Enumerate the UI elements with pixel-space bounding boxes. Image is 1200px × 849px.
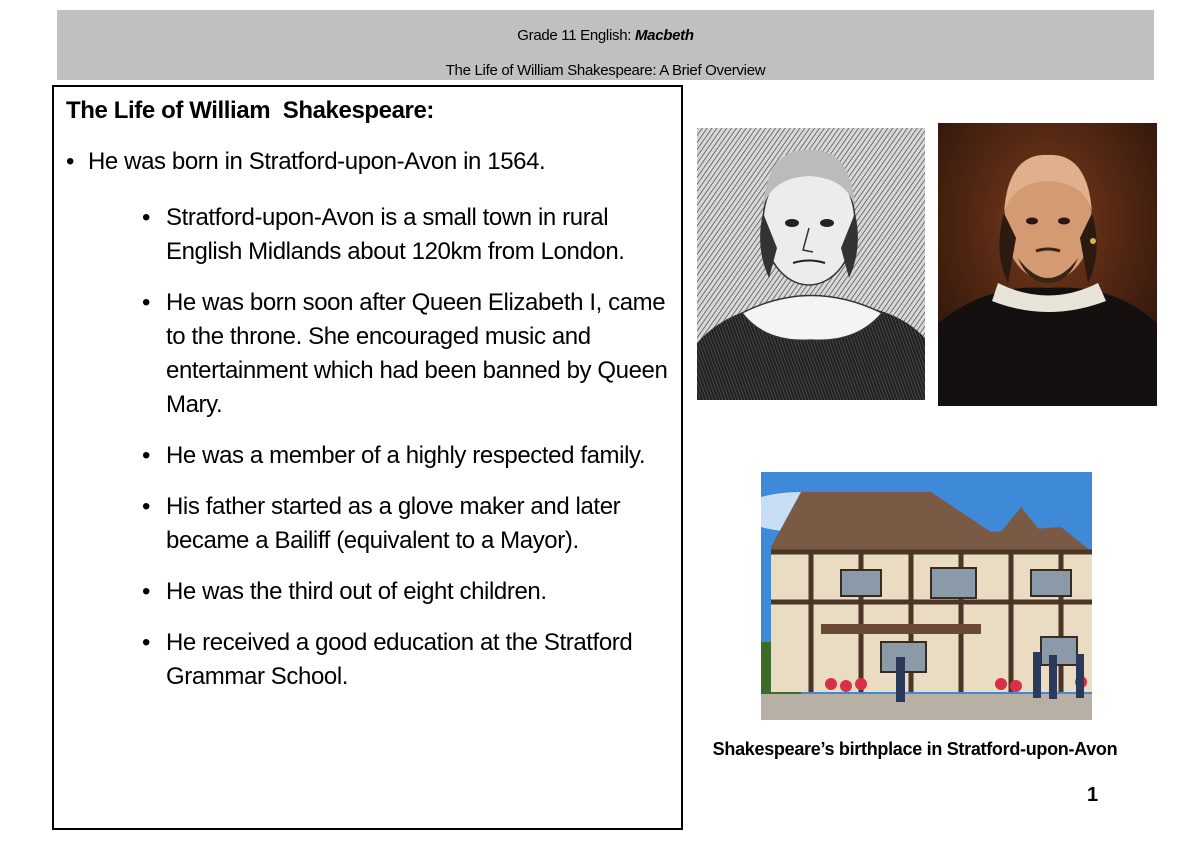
sub-bullet: • Stratford-upon-Avon is a small town in rural English Midlands about 120km from London. [166,201,676,269]
content-heading: The Life of William Shakespeare: [66,97,435,124]
sub-bullet: • His father started as a glove maker and later became a Bailiff (equivalent to a Mayor). [166,490,676,558]
course-title [57,27,1154,44]
content-textbox [52,85,683,830]
bullet-marker: • [66,148,75,175]
sub-bullet-list [166,201,676,711]
engraved-portrait-image [697,128,925,400]
sub-bullet: • He was born soon after Queen Elizabeth I, came to the throne. She encouraged music and entertainment which had been banned by Queen Mary. [166,286,676,422]
main-bullet [66,148,545,176]
image-caption: Shakespeare’s birthplace in Stratford-upon-Avon [712,739,1118,759]
course-prefix: Grade 11 English: [517,27,635,44]
page-number: 1 [1087,784,1099,806]
sub-bullet: • He was a member of a highly respected family. [166,439,676,473]
birthplace-house-image [761,472,1092,720]
slide-header [57,10,1154,80]
slide-subtitle: The Life of William Shakespeare: A Brief Overview [445,62,766,79]
sub-bullet: • He was the third out of eight children. [166,575,676,609]
painted-portrait-image [938,123,1157,406]
course-play-title: Macbeth [634,27,694,44]
main-bullet-text: He was born in Stratford-upon-Avon in 1564. [88,148,546,175]
sub-bullet: • He received a good education at the Stratford Grammar School. [166,626,676,694]
